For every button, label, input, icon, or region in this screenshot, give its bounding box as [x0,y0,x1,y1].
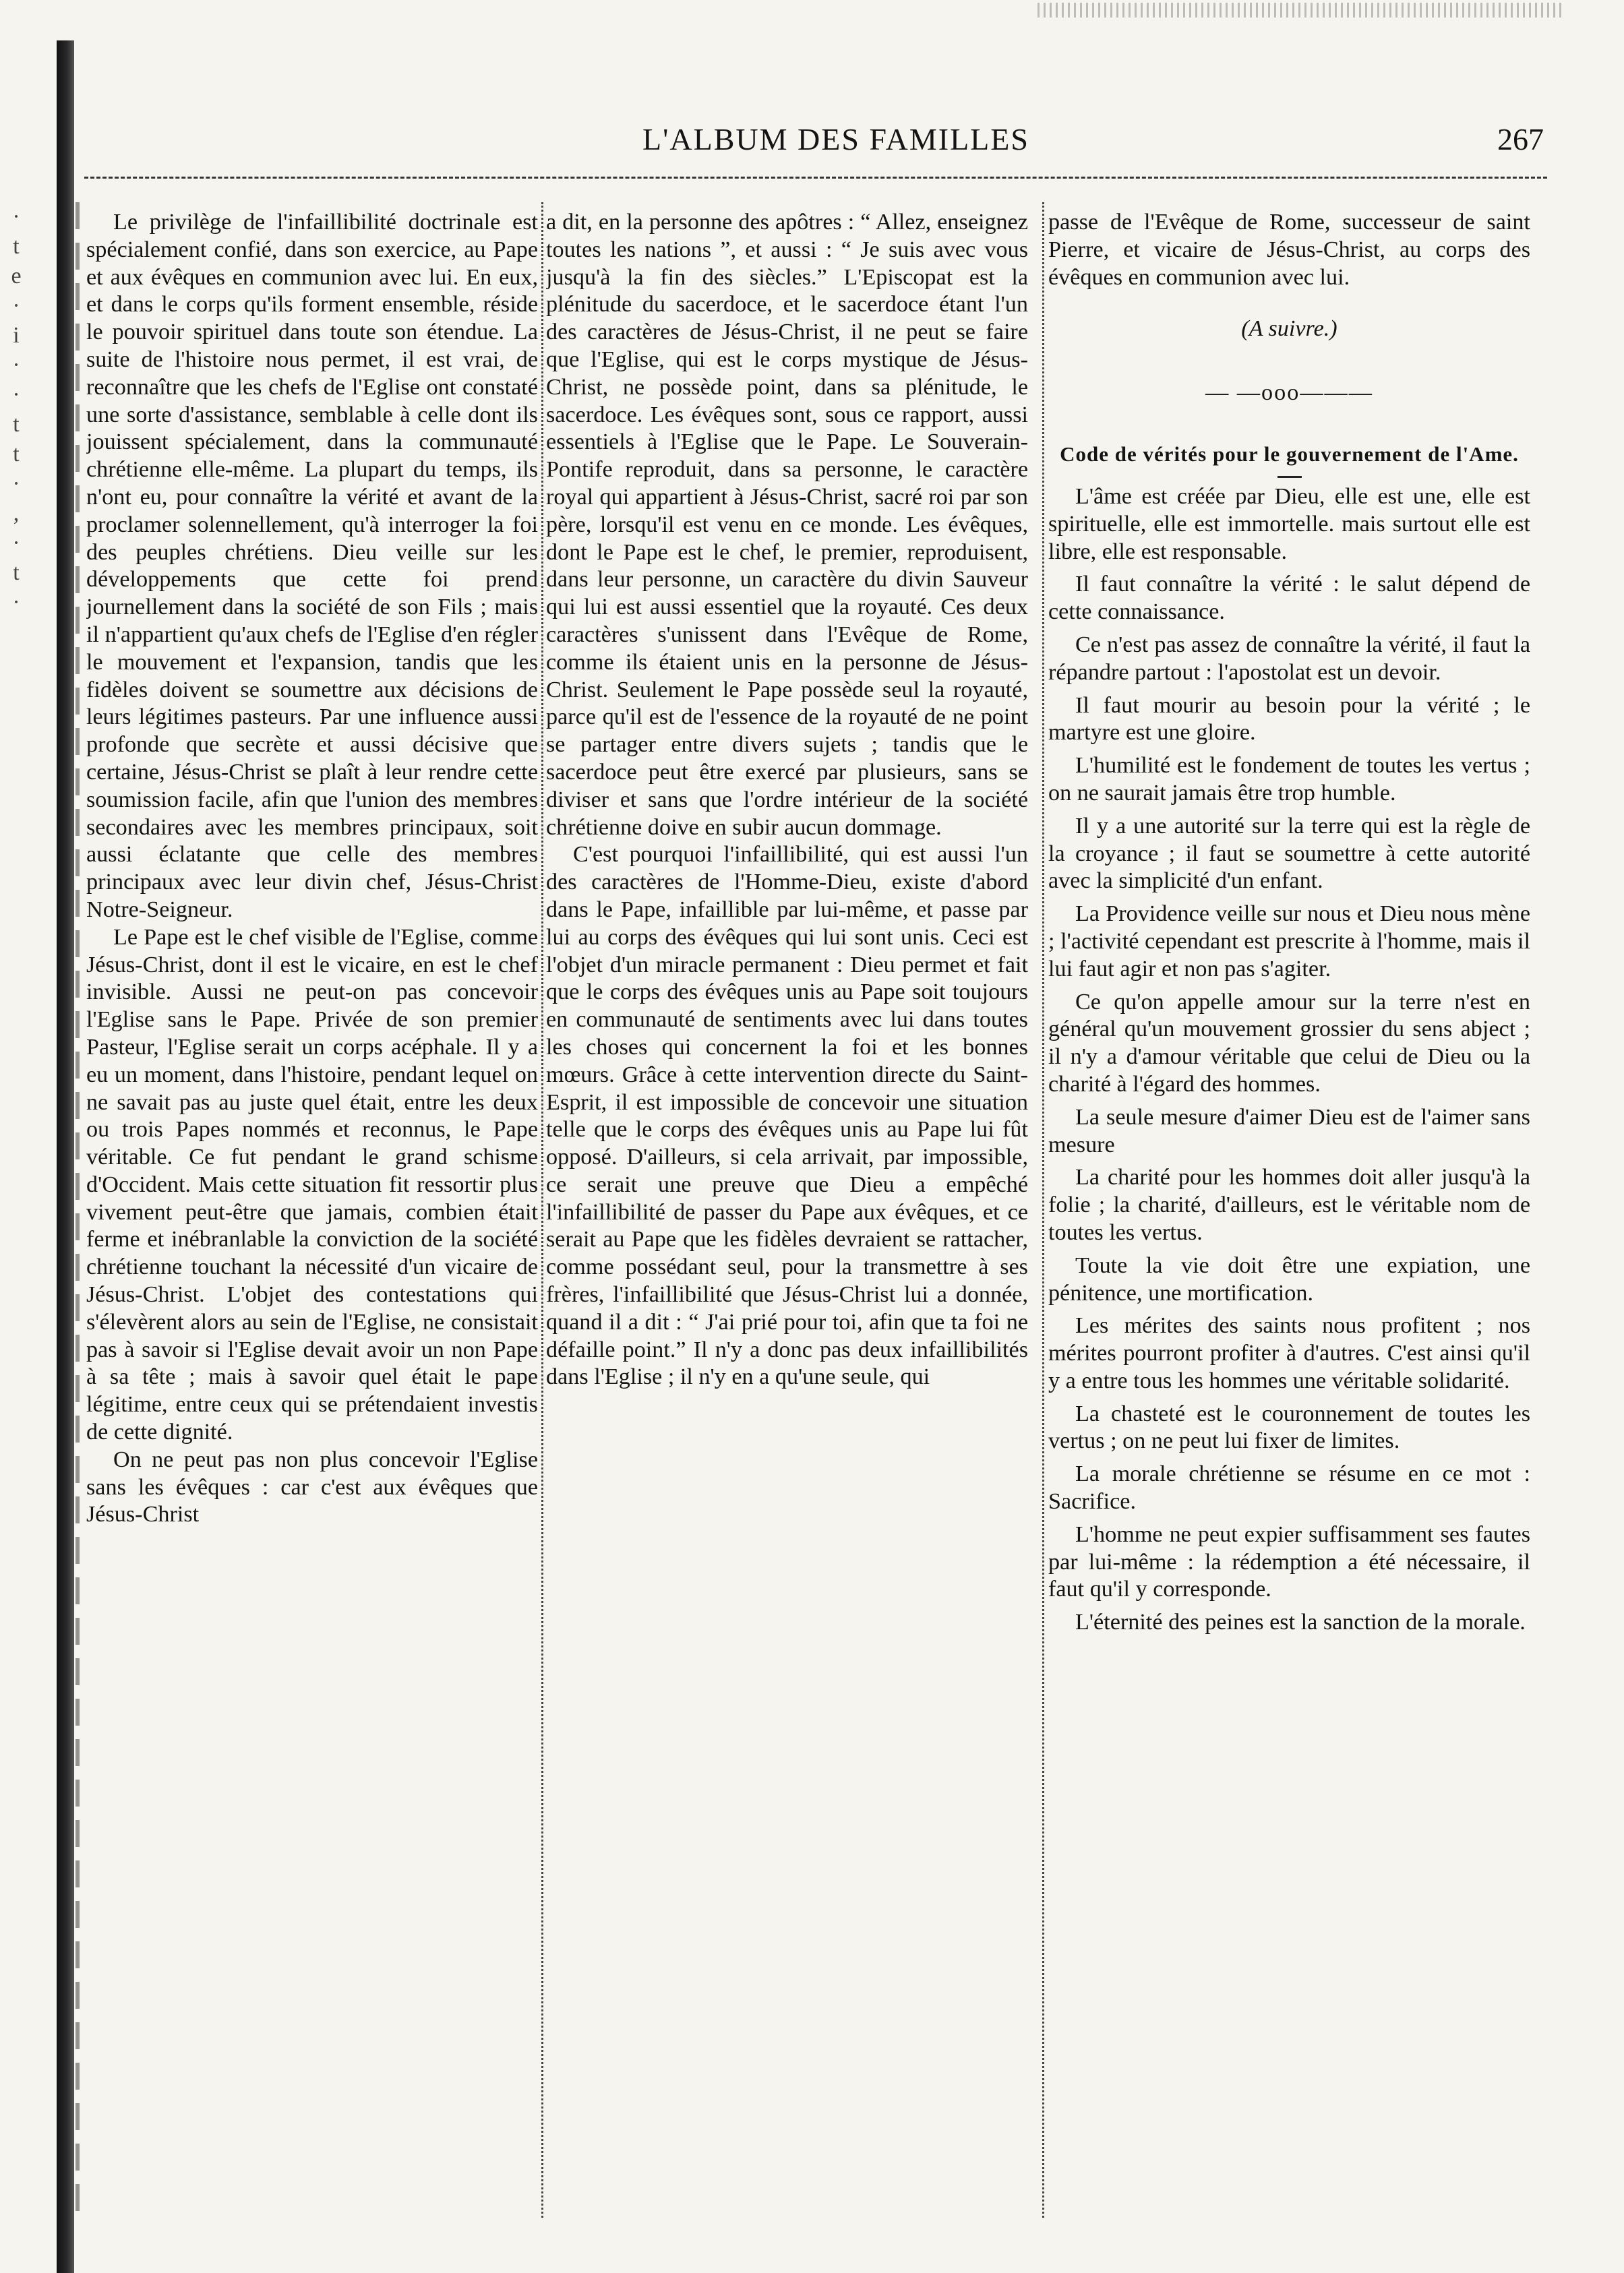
maxim: Il faut connaître la vérité : le salut dépend de cette connaissance. [1048,572,1530,625]
binding-edge [76,202,80,2224]
maxim: La charité pour les hommes doit aller jusqu'à la folie ; la charité, d'ailleurs, est le véritable nom de toutes les vertus. [1048,1165,1530,1245]
column-divider [1042,202,1044,2218]
to-be-continued: (A suivre.) [1241,316,1337,342]
maxim: Il faut mourir au besoin pour la vérité ; le martyre est une gloire. [1048,692,1530,746]
paragraph: Le privilège de l'infaillibilité doctrinale est spécialement confié, dans son exercice, au Pape et aux évêques en communion avec lui. En eux, et dans le corps qu'ils forment ensemble, réside le pouvoir spirituel dans toute son étendue. La suite de l'histoire nous permet, il est vrai, de reconnaître que les chefs de l'Eglise ont constaté une sorte d'assistance, semblable à celle dont ils jouissent spécialement, dans la communauté chrétienne elle-même. La plupart du temps, ils n'ont eu, pour connaître la vérité et avant de la proclamer solennellement, qu'à interroger la foi des peuples chrétiens. Dieu veille sur les développements que cette foi prend journellement dans la société de son Fils ; mais il n'appartient qu'aux chefs de l'Eglise d'en régler le mouvement et l'expansion, tandis que les fidèles doivent se soumettre aux décisions de leurs légitimes pasteurs. Par une influence aussi profonde que secrète et aussi décisive que certaine, Jésus-Christ se plaît à leur rendre cette soumission facile, afin que l'union des membres secondaires avec les membres principaux, soit aussi éclatante que celle des membres principaux avec leur divin chef, Jésus-Christ Notre-Seigneur. [86,210,538,922]
paragraph: Le Pape est le chef visible de l'Eglise, comme Jésus-Christ, dont il est le vicaire, en est le chef invisible. Aussi ne peut-on pas concevoir l'Eglise sans le Pape. Privée de son premier Pasteur, l'Eglise serait un corps acéphale. Il y a eu un moment, dans l'histoire, pendant lequel on ne savait pas au juste quel était, entre les deux ou trois Papes nommés et reconnus, le Pape véritable. Ce fut pendant le grand schisme d'Occident. Mais cette situation fit ressortir plus vivement peut-être que jamais, combien était ferme et inébranlable la conviction de la société chrétienne touchant la nécessité d'un vicaire de Jésus-Christ. L'objet des contestations qui s'élevèrent alors au sein de l'Eglise, ne consistait pas à savoir si l'Eglise devait avoir un non Pape à sa tête ; mais à savoir quel était le pape légitime, entre ceux qui se prétendaient investis de cette dignité. [86,924,538,1445]
maxim: L'éternité des peines est la sanction de la morale. [1075,1610,1526,1635]
column-divider [541,202,543,2218]
paragraph: On ne peut pas non plus concevoir l'Eglise sans les évêques : car c'est aux évêques que Jésus-Christ [86,1447,538,1527]
maxim: Toute la vie doit être une expiation, une pénitence, une mortification. [1048,1252,1530,1306]
column-2 [546,209,1028,2231]
column-1 [86,209,538,2231]
maxim: La chasteté est le couronnement de toutes les vertus ; on ne peut lui fixer de limites. [1048,1401,1530,1454]
section-title: Code de vérités pour le gouvernement de l'Ame. [1060,442,1519,466]
paragraph: passe de l'Evêque de Rome, successeur de saint Pierre, et vicaire de Jésus-Christ, au corps des évêques en communion avec lui. [1048,210,1530,290]
maxim: L'âme est créée par Dieu, elle est une, elle est spirituelle, elle est immortelle. mais surtout elle est libre, elle est responsable. [1048,483,1530,564]
binding-shadow [57,40,74,2273]
maxim: La Providence veille sur nous et Dieu nous mène ; l'activité cependant est prescrite à l'homme, mais il lui faut agir et non pas s'agiter. [1048,901,1530,981]
maxim: La seule mesure d'aimer Dieu est de l'aimer sans mesure [1048,1104,1530,1157]
maxim: Ce qu'on appelle amour sur la terre n'est en général qu'un mouvement grossier du sens abject ; il n'y a d'amour véritable que celui de Dieu ou la charité à l'égard des hommes. [1048,989,1530,1097]
maxim: L'humilité est le fondement de toutes les vertus ; on ne saurait jamais être trop humble. [1048,753,1530,806]
paragraph: a dit, en la personne des apôtres : “ Allez, enseignez toutes les nations ”, et aussi : “ Je suis avec vous jusqu'à la fin des siècles.” L'Episcopat est la plénitude du sacerdoce, et le sacerdoce étant l'un des caractères de Jésus-Christ, il ne peut se faire que l'Eglise, qui est le corps mystique de Jésus-Christ, ne possède point, dans sa plénitude, le sacerdoce. Les évêques sont, sous ce rapport, aussi essentiels à l'Eglise que le Pape. Le Souverain-Pontife reproduit, dans sa personne, le caractère royal qui appartient à Jésus-Christ, sacré roi par son père, lorsqu'il est venu en ce monde. Les évêques, dont le Pape est le chef, le premier, reproduisent, dans leur personne, un caractère du divin Sauveur qui lui est aussi essentiel que la royauté. Ces deux caractères s'unissent dans l'Evêque de Rome, comme ils étaient unis en la personne de Jésus-Christ. Seulement le Pape possède seul la royauté, parce qu'il est de l'essence de la royauté de ne point se partager entre divers sujets ; tandis que le sacerdoce peut être exercé par plusieurs, sans se diviser et sans que l'ordre intérieur de la société chrétienne doive en subir aucun dommage. [546,210,1028,840]
maxim: Ce n'est pas assez de connaître la vérité, il faut la répandre partout : l'apostolat est un devoir. [1048,632,1530,685]
section-ornament: — —ooo——— [1205,380,1373,406]
running-title: L'ALBUM DES FAMILLES [642,122,1029,156]
header-rule [84,177,1547,179]
page-number: 267 [1497,122,1544,156]
maxim: Il y a une autorité sur la terre qui est la règle de la croyance ; il faut se soumettre à cette autorité avec la simplicité d'un enfant. [1048,813,1530,894]
title-rule [1277,476,1302,478]
margin-artifacts: · t e · i · · t t · , · t · [11,204,22,615]
maxim: L'homme ne peut expier suffisamment ses fautes par lui-même : la rédemption a été nécessaire, il faut qu'il y corresponde. [1048,1521,1530,1602]
maxim: Les mérites des saints nous profitent ; nos mérites pourront profiter à d'autres. C'est ainsi qu'il y a entre tous les hommes une véritable solidarité. [1048,1313,1530,1393]
column-3 [1048,209,1530,2231]
scan-noise [1037,3,1563,18]
maxim: La morale chrétienne se résume en ce mot : Sacrifice. [1048,1461,1530,1515]
paragraph: C'est pourquoi l'infaillibilité, qui est aussi l'un des caractères de l'Homme-Dieu, existe d'abord dans le Pape, infaillible par lui-même, et passe par lui au corps des évêques qui lui sont unis. Ceci est l'objet d'un miracle permanent : Dieu permet et fait que le corps des évêques unis au Pape soit toujours en communauté de sentiments avec lui dans toutes les choses qui concernent la foi et les bonnes mœurs. Grâce à cette intervention directe du Saint-Esprit, il est impossible de concevoir une situation telle que le corps des évêques unis au Pape lui fût opposé. D'ailleurs, si cela arrivait, par impossible, ce serait une preuve que Dieu a empêché l'infaillibilité de passer du Pape aux évêques, et ce serait au Pape que les fidèles devraient se rattacher, comme possédant seul, pour la transmettre à ses frères, l'infaillibilité que Jésus-Christ lui a donnée, quand il a dit : “ J'ai prié pour toi, afin que ta foi ne défaille point.” Il n'y a donc pas deux infaillibilités dans l'Eglise ; il n'y en a qu'une seule, qui [546,842,1028,1390]
